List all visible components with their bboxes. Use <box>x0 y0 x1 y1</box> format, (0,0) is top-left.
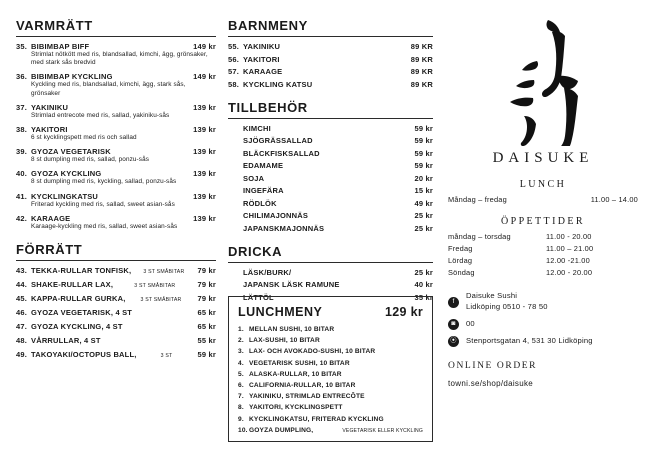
item-number: 40. <box>16 169 28 179</box>
menu-item <box>228 161 433 170</box>
item-name: KYCKLING KATSU <box>243 79 313 89</box>
item-price: 40 kr <box>414 280 433 289</box>
section-title-tillbehor: TILLBEHÖR <box>228 99 308 115</box>
item-description: 8 st dumpling med ris, kyckling, sallad, ponzu-sås <box>31 178 177 186</box>
item-price: 65 kr <box>197 307 216 317</box>
item-name: YAKITORI <box>31 124 68 134</box>
item-name: BIBIMBAP KYCKLING <box>31 72 113 82</box>
item-number: 42. <box>16 213 28 223</box>
item-price: 59 kr <box>414 123 433 133</box>
item-number: 6. <box>238 381 244 389</box>
item-number: 36. <box>16 72 28 82</box>
section-title-barnmeny: BARNMENY <box>228 18 308 33</box>
section-tillbehor <box>228 100 433 233</box>
lunch-menu-title: LUNCHMENY <box>238 305 323 319</box>
item-description: Karaage-kyckling med ris, sallad, sweet asian-sås <box>31 222 178 230</box>
menu-item <box>16 147 216 164</box>
menu-item <box>16 350 216 359</box>
divider <box>228 262 433 263</box>
item-number: 35. <box>16 42 28 51</box>
menu-item <box>228 186 433 195</box>
contact-address <box>448 336 638 347</box>
menu-item <box>228 268 433 277</box>
item-number: 1. <box>238 326 244 333</box>
item-name: EDAMAME <box>243 161 284 170</box>
item-name: VÅRRULLAR, 4 ST <box>31 335 101 345</box>
item-price: 25 kr <box>414 267 433 277</box>
opening-row <box>448 244 638 253</box>
item-number: 10. <box>238 426 248 434</box>
item-number: 57. <box>228 67 240 76</box>
menu-item <box>228 55 433 64</box>
menu-item <box>228 124 433 133</box>
section-barnmeny <box>228 18 433 89</box>
item-note: 3 ST SMÅBITAR <box>140 296 182 303</box>
item-name: CALIFORNIA-RULLAR, 10 BITAR <box>249 381 356 389</box>
item-number: 8. <box>238 404 244 412</box>
menu-item <box>228 67 433 76</box>
menu-item <box>228 136 433 145</box>
item-number: 47. <box>16 321 28 331</box>
item-number: 37. <box>16 102 28 112</box>
item-price: 79 kr <box>197 265 217 275</box>
item-price: 65 kr <box>197 321 216 331</box>
item-price: 59 kr <box>197 349 217 359</box>
opening-hours <box>448 216 638 277</box>
item-price: 139 kr <box>193 169 216 179</box>
lunch-hours: 11.00 – 14.00 <box>590 195 638 204</box>
item-name: LÄSK/BURK/ <box>243 267 292 277</box>
item-price: 139 kr <box>193 147 217 157</box>
item-price: 59 kr <box>414 148 433 158</box>
item-price: 139 kr <box>193 213 216 223</box>
item-number: 56. <box>228 54 240 64</box>
lunch-item <box>238 348 423 355</box>
divider <box>228 118 433 119</box>
item-name: KYCKLINGKATSU, FRITERAD KYCKLING <box>249 415 384 423</box>
item-name: KYCKLINGKATSU <box>31 191 99 201</box>
item-number: 49. <box>16 349 28 359</box>
divider <box>228 36 433 37</box>
item-number: 44. <box>16 279 28 289</box>
menu-item <box>228 211 433 220</box>
item-price: 139 kr <box>193 124 217 134</box>
item-name: LAX- OCH AVOKADO-SUSHI, 10 BITAR <box>249 348 376 356</box>
item-price: 49 kr <box>414 198 433 208</box>
contact-instagram[interactable] <box>448 319 638 330</box>
item-name: KARAAGE <box>31 213 71 223</box>
menu-item <box>16 266 216 275</box>
item-price: 139 kr <box>193 191 216 201</box>
menu-item <box>16 192 216 209</box>
item-name: INGEFÄRA <box>243 186 284 195</box>
contact-address-text: Stenportsgatan 4, 531 30 Lidköping <box>466 336 593 345</box>
item-name: BLÄCKFISKSALLAD <box>243 148 320 158</box>
item-name: RÖDLÖK <box>243 198 277 208</box>
lunch-item <box>238 416 423 423</box>
menu-item <box>16 322 216 331</box>
section-forratt <box>16 242 216 359</box>
item-price: 55 kr <box>197 335 217 345</box>
menu-item <box>228 224 433 233</box>
item-note: 3 ST SMÅBITAR <box>143 268 185 275</box>
brand-logo <box>448 16 638 167</box>
opening-row <box>448 268 638 277</box>
item-name: MELLAN SUSHI, 10 BITAR <box>249 326 335 333</box>
item-price: 89 KR <box>410 79 433 89</box>
item-name: YAKINIKU, STRIMLAD ENTRECÔTE <box>249 393 365 401</box>
item-number: 5. <box>238 370 244 378</box>
item-name: YAKITORI <box>243 54 280 64</box>
lunch-item <box>238 371 423 378</box>
contact-facebook-phone: Lidköping 0510 - 78 50 <box>466 302 548 311</box>
item-number: 9. <box>238 415 244 423</box>
item-price: 35 kr <box>414 292 433 302</box>
section-title-forratt: FÖRRÄTT <box>16 241 83 257</box>
item-name: GYOZA KYCKLING <box>31 169 102 179</box>
item-name: KAPPA-RULLAR GURKA, <box>31 293 126 303</box>
item-description: Kyckling med ris, blandsallad, kimchi, ägg, stark sås, grönsaker <box>31 81 186 97</box>
lunch-menu-price: 129 kr <box>385 305 423 319</box>
opening-hours-value: 12.00 -21.00 <box>546 256 590 265</box>
left-column <box>16 18 216 370</box>
item-name: KARAAGE <box>243 67 283 76</box>
section-title-varmratt: VARMRÄTT <box>16 18 93 33</box>
lunch-info-heading: LUNCH <box>519 179 567 190</box>
item-name: JAPANSKMAJONNÄS <box>243 223 325 233</box>
online-order-url[interactable]: towni.se/shop/daisuke <box>448 379 534 388</box>
item-name: YAKITORI, KYCKLINGSPETT <box>249 404 343 412</box>
lunch-item <box>238 382 423 389</box>
location-pin-icon: ⦿ <box>448 336 459 347</box>
opening-hours-heading: ÖPPETTIDER <box>501 216 585 227</box>
item-description: 8 st dumpling med ris, sallad, ponzu-sås <box>31 156 150 164</box>
item-description: Strimlad entrecote med ris, sallad, yakiniku-sås <box>31 111 170 119</box>
opening-row <box>448 232 638 241</box>
item-price: 79 kr <box>197 279 217 289</box>
item-description: Strimlat nötkött med ris, blandsallad, kimchi, ägg, grönsaker, med stark sås bredvid <box>31 51 208 67</box>
instagram-icon: ◙ <box>448 319 459 330</box>
section-title-dricka: DRICKA <box>228 243 283 259</box>
item-name: SOJA <box>243 173 265 183</box>
item-name: KIMCHI <box>243 123 271 133</box>
item-number: 58. <box>228 79 240 89</box>
item-note: 3 ST <box>160 352 173 359</box>
lunch-days: Måndag – fredag <box>448 195 507 204</box>
menu-item <box>16 280 216 289</box>
menu-item <box>228 174 433 183</box>
menu-item <box>228 80 433 89</box>
lunch-item <box>238 360 423 367</box>
item-name: YAKINIKU <box>243 42 281 51</box>
item-price: 149 kr <box>193 72 216 82</box>
item-name: SJÖGRÄSSALLAD <box>243 136 313 145</box>
menu-item <box>16 72 216 97</box>
item-number: 48. <box>16 335 28 345</box>
lunch-item <box>238 404 423 411</box>
lunch-menu-box <box>228 296 433 442</box>
item-number: 2. <box>238 337 244 345</box>
item-name: GYOZA KYCKLING, 4 ST <box>31 321 123 331</box>
opening-days: Fredag <box>448 244 473 253</box>
item-price: 25 kr <box>414 223 433 233</box>
menu-item <box>16 308 216 317</box>
section-dricka <box>228 244 433 302</box>
divider <box>16 36 216 37</box>
menu-item <box>228 149 433 158</box>
item-price: 59 kr <box>414 136 433 145</box>
online-order-heading: ONLINE ORDER <box>448 361 538 371</box>
item-price: 149 kr <box>193 42 216 51</box>
item-note: VEGETARISK ELLER KYCKLING <box>342 427 423 434</box>
menu-item <box>16 103 216 120</box>
item-number: 45. <box>16 293 28 303</box>
contact-block <box>448 291 638 347</box>
item-number: 38. <box>16 124 28 134</box>
menu-item <box>16 336 216 345</box>
item-price: 139 kr <box>193 102 216 112</box>
item-number: 46. <box>16 307 28 317</box>
item-name: VEGETARISK SUSHI, 10 BITAR <box>249 359 350 367</box>
item-price: 89 KR <box>410 42 433 51</box>
item-name: BIBIMBAP BIFF <box>31 42 90 51</box>
item-number: 39. <box>16 147 28 157</box>
item-name: JAPANSK LÄSK RAMUNE <box>243 280 340 289</box>
item-price: 15 kr <box>414 186 433 195</box>
item-price: 79 kr <box>197 293 217 303</box>
item-price: 59 kr <box>414 161 433 170</box>
section-varmratt <box>16 18 216 231</box>
item-number: 3. <box>238 348 244 356</box>
menu-item <box>228 280 433 289</box>
lunch-item <box>238 337 423 344</box>
menu-item <box>16 125 216 142</box>
opening-hours-value: 11.00 - 20.00 <box>546 232 592 241</box>
contact-facebook[interactable] <box>448 291 638 313</box>
contact-instagram-handle: 00 <box>466 319 475 328</box>
item-number: 7. <box>238 393 244 401</box>
lunch-item <box>238 393 423 400</box>
item-description: Friterad kyckling med ris, sallad, sweet asian-sås <box>31 200 175 208</box>
item-name: GYOZA VEGETARISK <box>31 147 111 157</box>
japanese-calligraphy-logo-icon <box>500 16 586 146</box>
opening-days: Lördag <box>448 256 473 265</box>
opening-hours-value: 11.00 – 21.00 <box>546 244 594 253</box>
online-order-block <box>448 361 638 388</box>
item-name: SHAKE-RULLAR LAX, <box>31 279 114 289</box>
item-name: GOYZA DUMPLING, <box>249 426 314 434</box>
menu-item <box>16 42 216 67</box>
item-price: 20 kr <box>414 173 433 183</box>
item-note: 3 ST SMÅBITAR <box>134 282 176 289</box>
item-number: 55. <box>228 42 240 51</box>
item-name: ALASKA-RULLAR, 10 BITAR <box>249 370 342 378</box>
item-name: YAKINIKU <box>31 102 69 112</box>
lunch-item <box>238 326 423 333</box>
item-name: TEKKA-RULLAR TONFISK, <box>31 265 132 275</box>
lunch-info <box>448 179 638 204</box>
item-number: 4. <box>238 359 244 367</box>
menu-item <box>228 199 433 208</box>
lunch-item <box>238 427 423 434</box>
divider <box>16 260 216 261</box>
item-price: 89 KR <box>410 54 433 64</box>
item-description: 6 st kycklingspett med ris och sallad <box>31 133 137 141</box>
middle-column <box>228 18 433 313</box>
item-name: GYOZA VEGETARISK, 4 ST <box>31 307 133 317</box>
item-name: LÄTTÖL <box>243 292 274 302</box>
opening-hours-value: 12.00 - 20.00 <box>546 268 593 277</box>
item-price: 89 KR <box>410 67 433 76</box>
right-column <box>448 14 638 388</box>
opening-days: måndag – torsdag <box>448 232 511 241</box>
item-name: CHILIMAJONNÄS <box>243 211 309 220</box>
opening-row <box>448 256 638 265</box>
contact-facebook-name: Daisuke Sushi <box>466 291 518 300</box>
item-number: 41. <box>16 191 28 201</box>
item-name: LAX-SUSHI, 10 BITAR <box>249 337 320 345</box>
menu-item <box>16 294 216 303</box>
opening-days: Söndag <box>448 268 475 277</box>
brand-name: DAISUKE <box>492 150 594 166</box>
menu-item <box>16 169 216 186</box>
menu-item <box>228 42 433 51</box>
menu-item <box>16 214 216 231</box>
facebook-icon: f <box>448 297 459 308</box>
item-number: 43. <box>16 265 28 275</box>
item-price: 25 kr <box>414 211 433 220</box>
item-name: TAKOYAKI/OCTOPUS BALL, <box>31 349 137 359</box>
